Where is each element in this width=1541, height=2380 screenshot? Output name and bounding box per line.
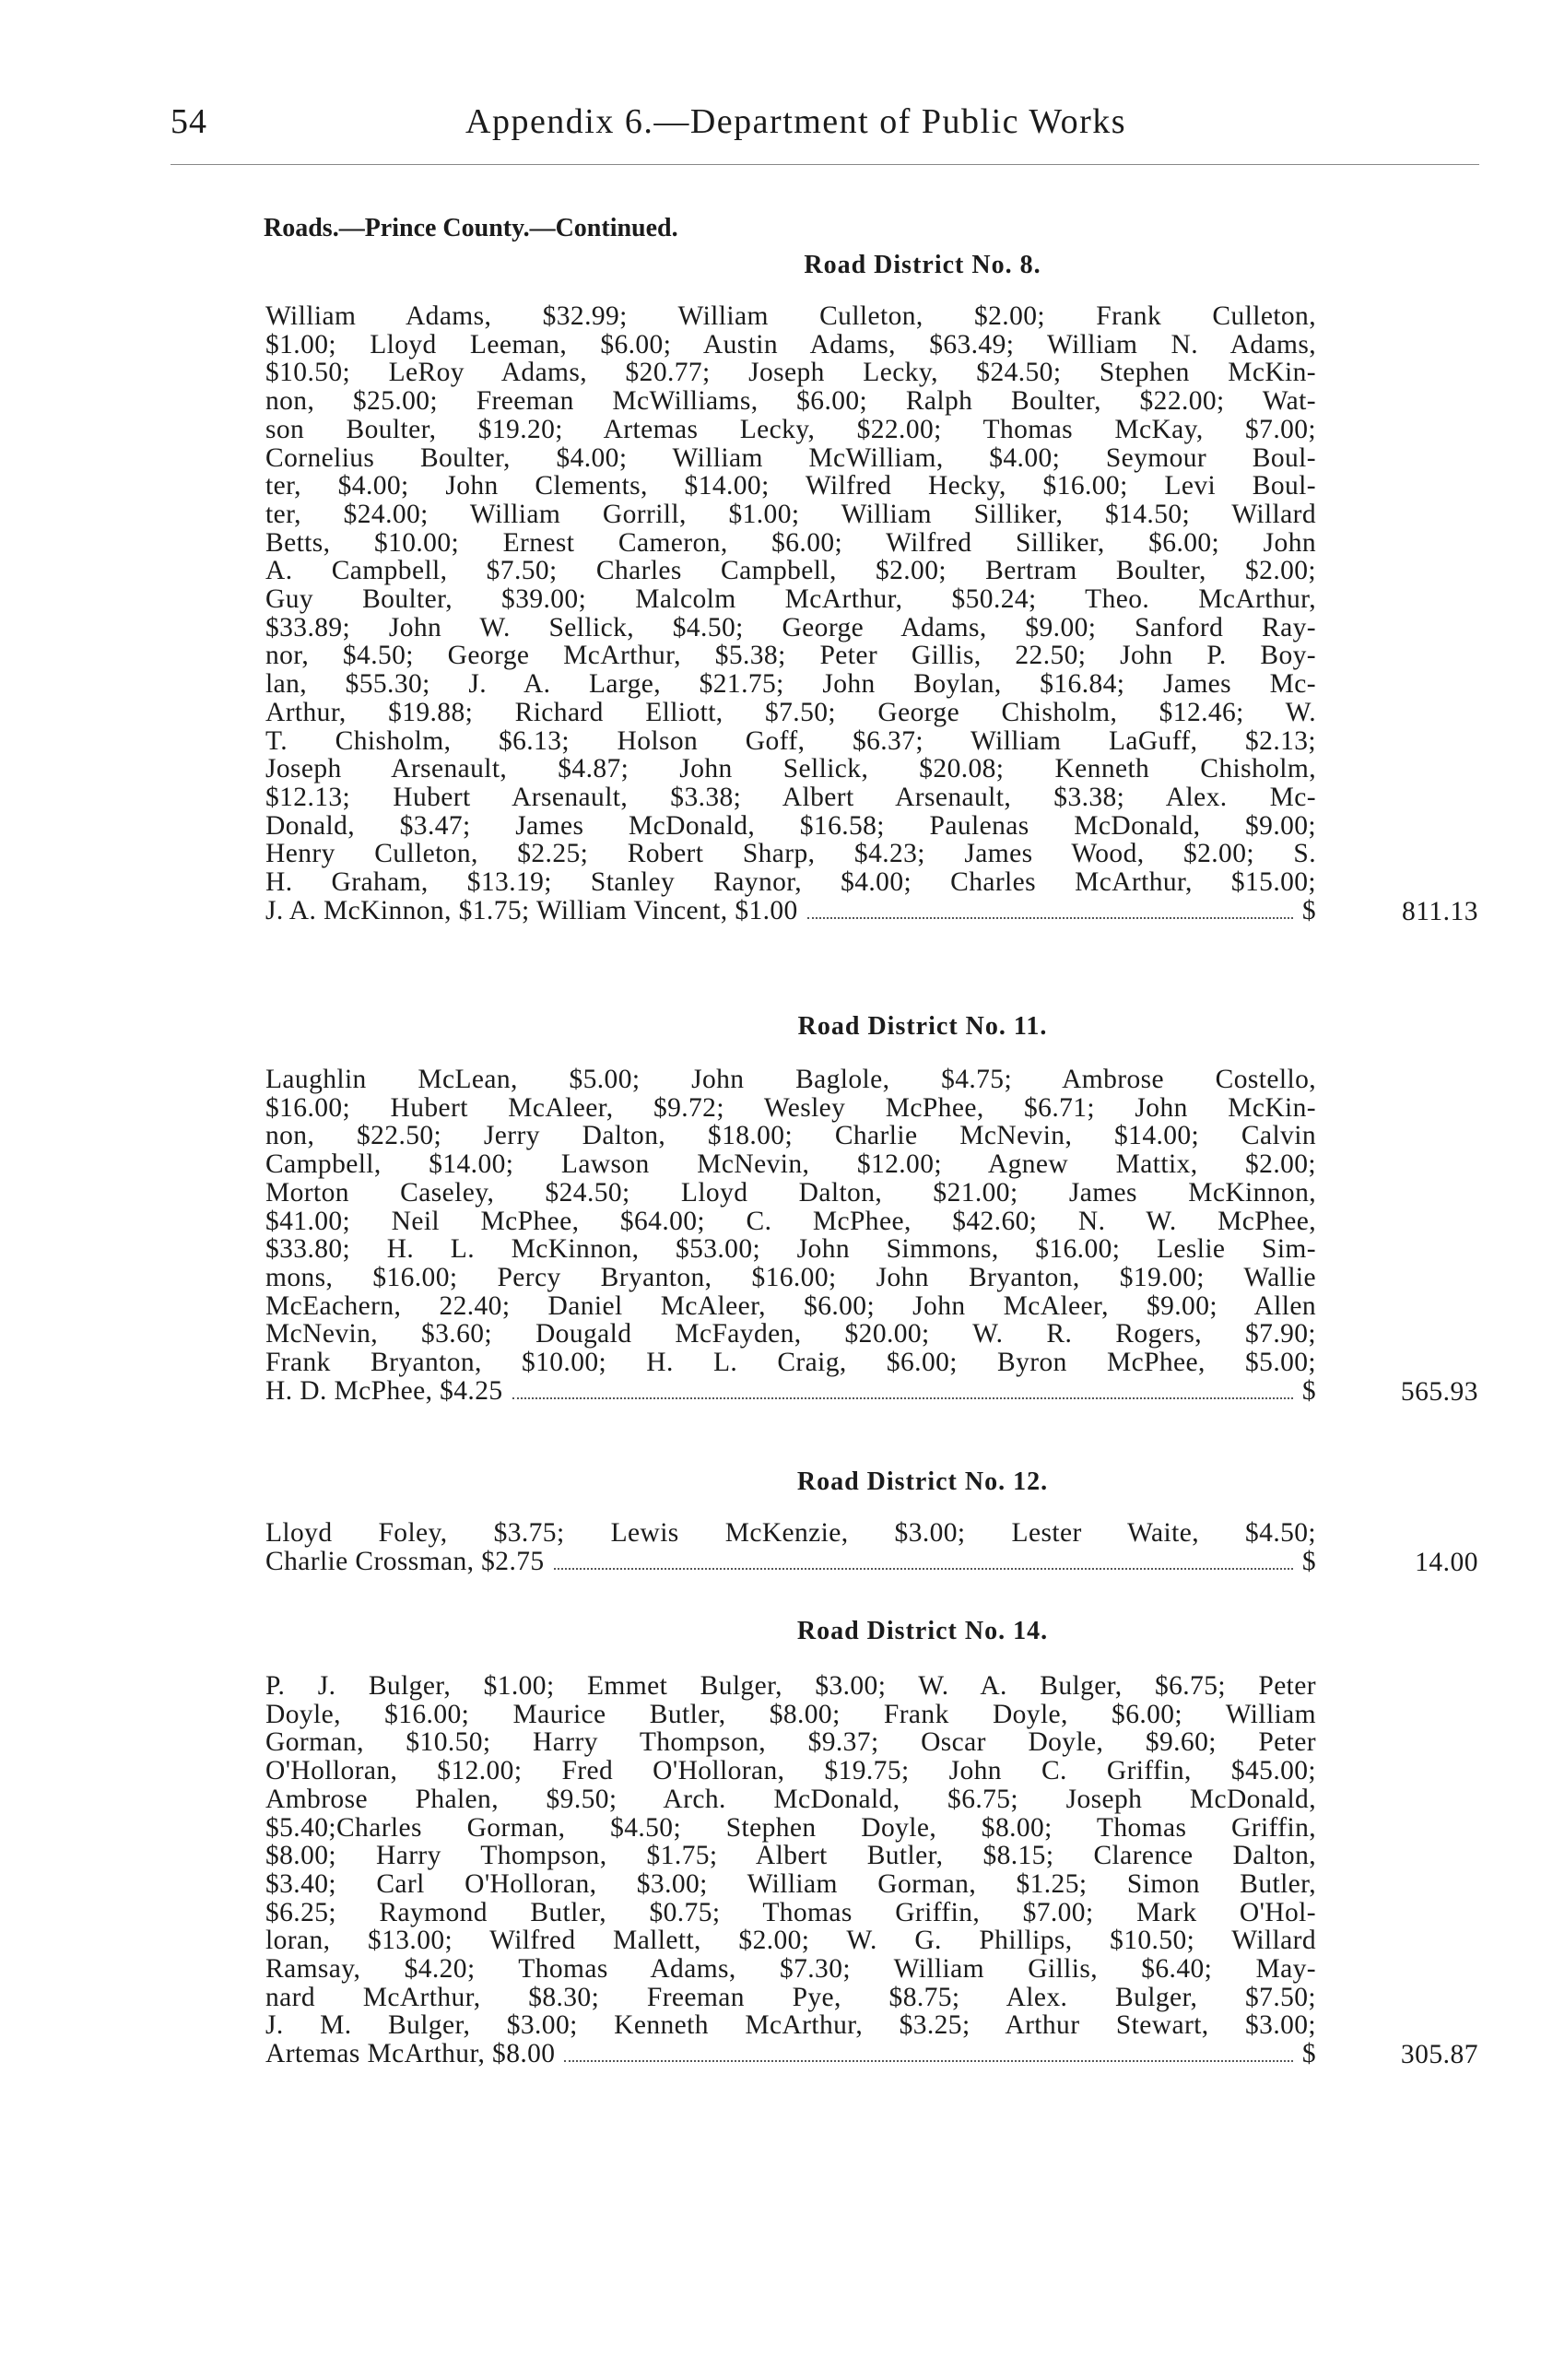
entry-line: Gorman, $10.50; Harry Thompson, $9.37; Oscar Doyle, $9.60; Peter <box>265 1727 1316 1758</box>
entry-line: $5.40;Charles Gorman, $4.50; Stephen Doyle, $8.00; Thomas Griffin, <box>265 1812 1316 1843</box>
entry-line: Arthur, $19.88; Richard Elliott, $7.50; George Chisholm, $12.46; W. <box>265 697 1316 727</box>
district-title <box>0 1467 1541 1497</box>
running-head <box>171 101 1276 147</box>
entry-last-line <box>265 1548 1316 1577</box>
section-heading: Roads.—Prince County.—Continued. <box>264 214 678 242</box>
entry-line: Doyle, $16.00; Maurice Butler, $8.00; Frank Doyle, $6.00; William <box>265 1699 1316 1729</box>
dot-leader <box>554 1568 1293 1570</box>
entry-last-text: Charlie Crossman, $2.75 <box>265 1546 545 1576</box>
entry-line: Guy Boulter, $39.00; Malcolm McArthur, $50.24; Theo. McArthur, <box>265 584 1316 615</box>
currency-sign: $ <box>1301 1546 1316 1576</box>
district-total: 305.87 <box>1400 2040 1478 2070</box>
entry-last-text: Artemas McArthur, $8.00 <box>265 2039 556 2069</box>
district-title-text: Road District No. 8. <box>804 251 1041 279</box>
entry-line: Cornelius Boulter, $4.00; William McWilliam, $4.00; Seymour Boul- <box>265 442 1316 473</box>
entry-line: son Boulter, $19.20; Artemas Lecky, $22.00; Thomas McKay, $7.00; <box>265 414 1316 444</box>
entry-line: Ambrose Phalen, $9.50; Arch. McDonald, $6.75; Joseph McDonald, <box>265 1784 1316 1814</box>
district-title-text: Road District No. 14. <box>796 1617 1049 1645</box>
running-title: Appendix 6.—Department of Public Works <box>465 102 1127 141</box>
entry-line: ter, $24.00; William Gorrill, $1.00; William Silliker, $14.50; Willard <box>265 499 1316 529</box>
entry-line: $16.00; Hubert McAleer, $9.72; Wesley McPhee, $6.71; John McKin- <box>265 1092 1316 1123</box>
entry-line: H. Graham, $13.19; Stanley Raynor, $4.00; Charles McArthur, $15.00; <box>265 867 1316 898</box>
entry-last-line <box>265 897 1316 926</box>
entry-line: O'Holloran, $12.00; Fred O'Holloran, $19.75; John C. Griffin, $45.00; <box>265 1756 1316 1786</box>
entry-line: nard McArthur, $8.30; Freeman Pye, $8.75; Alex. Bulger, $7.50; <box>265 1982 1316 2012</box>
entry-line: $8.00; Harry Thompson, $1.75; Albert Butler, $8.15; Clarence Dalton, <box>265 1841 1316 1871</box>
district-entries <box>265 1066 1316 1407</box>
district-title-text: Road District No. 12. <box>796 1467 1049 1496</box>
entry-line: nor, $4.50; George McArthur, $5.38; Peter Gillis, 22.50; John P. Boy- <box>265 641 1316 671</box>
district-title <box>0 1617 1541 1646</box>
currency-sign: $ <box>1301 895 1316 925</box>
entry-line: Donald, $3.47; James McDonald, $16.58; Paulenas McDonald, $9.00; <box>265 810 1316 841</box>
entry-line: Ramsay, $4.20; Thomas Adams, $7.30; William Gillis, $6.40; May- <box>265 1954 1316 1985</box>
entry-line: non, $22.50; Jerry Dalton, $18.00; Charlie McNevin, $14.00; Calvin <box>265 1121 1316 1151</box>
entry-line: J. M. Bulger, $3.00; Kenneth McArthur, $3.25; Arthur Stewart, $3.00; <box>265 2010 1316 2041</box>
entry-line: $1.00; Lloyd Leeman, $6.00; Austin Adams, $63.49; William N. Adams, <box>265 329 1316 359</box>
entry-line: Lloyd Foley, $3.75; Lewis McKenzie, $3.00; Lester Waite, $4.50; <box>265 1518 1316 1548</box>
district-entries <box>265 1519 1316 1577</box>
district-title <box>0 1012 1541 1042</box>
currency-sign: $ <box>1301 2039 1316 2069</box>
entry-last-line <box>265 1377 1316 1407</box>
entry-last-text: H. D. McPhee, $4.25 <box>265 1375 503 1406</box>
entry-line: $33.89; John W. Sellick, $4.50; George Adams, $9.00; Sanford Ray- <box>265 612 1316 642</box>
dot-leader <box>564 2060 1292 2062</box>
entry-line: $33.80; H. L. McKinnon, $53.00; John Simmons, $16.00; Leslie Sim- <box>265 1234 1316 1265</box>
district-title-text: Road District No. 11. <box>797 1012 1048 1041</box>
district-total: 14.00 <box>1415 1547 1478 1577</box>
entry-line: non, $25.00; Freeman McWilliams, $6.00; Ralph Boulter, $22.00; Wat- <box>265 386 1316 417</box>
entry-line: P. J. Bulger, $1.00; Emmet Bulger, $3.00; W. A. Bulger, $6.75; Peter <box>265 1671 1316 1701</box>
entry-line: Betts, $10.00; Ernest Cameron, $6.00; Wilfred Silliker, $6.00; John <box>265 527 1316 558</box>
entry-line: T. Chisholm, $6.13; Holson Goff, $6.37; William LaGuff, $2.13; <box>265 725 1316 756</box>
entry-line: loran, $13.00; Wilfred Mallett, $2.00; W. G. Phillips, $10.50; Willard <box>265 1926 1316 1956</box>
entry-line: mons, $16.00; Percy Bryanton, $16.00; John Bryanton, $19.00; Wallie <box>265 1262 1316 1292</box>
entry-line: Morton Caseley, $24.50; Lloyd Dalton, $21.00; James McKinnon, <box>265 1177 1316 1208</box>
entry-line: Henry Culleton, $2.25; Robert Sharp, $4.23; James Wood, $2.00; S. <box>265 839 1316 869</box>
entry-line: ter, $4.00; John Clements, $14.00; Wilfred Hecky, $16.00; Levi Boul- <box>265 471 1316 501</box>
entry-line: Frank Bryanton, $10.00; H. L. Craig, $6.00; Byron McPhee, $5.00; <box>265 1348 1316 1378</box>
entry-last-line <box>265 2040 1316 2069</box>
currency-sign: $ <box>1301 1375 1316 1406</box>
header-rule <box>171 164 1479 165</box>
entry-line: Laughlin McLean, $5.00; John Baglole, $4.75; Ambrose Costello, <box>265 1065 1316 1094</box>
entry-last-text: J. A. McKinnon, $1.75; William Vincent, $1.00 <box>265 895 798 925</box>
district-entries <box>265 1672 1316 2069</box>
entry-line: William Adams, $32.99; William Culleton, $2.00; Frank Culleton, <box>265 301 1316 331</box>
entry-line: Campbell, $14.00; Lawson McNevin, $12.00; Agnew Mattix, $2.00; <box>265 1149 1316 1180</box>
dot-leader <box>807 917 1293 919</box>
district-total: 811.13 <box>1401 896 1478 926</box>
district-entries <box>265 302 1316 926</box>
entry-line: Joseph Arsenault, $4.87; John Sellick, $20.08; Kenneth Chisholm, <box>265 754 1316 784</box>
entry-line: A. Campbell, $7.50; Charles Campbell, $2.00; Bertram Boulter, $2.00; <box>265 556 1316 586</box>
entry-line: $41.00; Neil McPhee, $64.00; C. McPhee, $42.60; N. W. McPhee, <box>265 1206 1316 1236</box>
district-total: 565.93 <box>1400 1376 1478 1407</box>
entry-line: McEachern, 22.40; Daniel McAleer, $6.00; John McAleer, $9.00; Allen <box>265 1290 1316 1321</box>
entry-line: $6.25; Raymond Butler, $0.75; Thomas Griffin, $7.00; Mark O'Hol- <box>265 1897 1316 1927</box>
entry-line: $10.50; LeRoy Adams, $20.77; Joseph Lecky, $24.50; Stephen McKin- <box>265 358 1316 388</box>
entry-line: $12.13; Hubert Arsenault, $3.38; Albert Arsenault, $3.38; Alex. Mc- <box>265 782 1316 812</box>
page-number: 54 <box>171 102 207 141</box>
district-title <box>0 251 1541 280</box>
entry-line: McNevin, $3.60; Dougald McFayden, $20.00; W. R. Rogers, $7.90; <box>265 1319 1316 1349</box>
entry-line: $3.40; Carl O'Holloran, $3.00; William Gorman, $1.25; Simon Butler, <box>265 1868 1316 1899</box>
entry-line: lan, $55.30; J. A. Large, $21.75; John Boylan, $16.84; James Mc- <box>265 669 1316 700</box>
dot-leader <box>512 1397 1293 1399</box>
